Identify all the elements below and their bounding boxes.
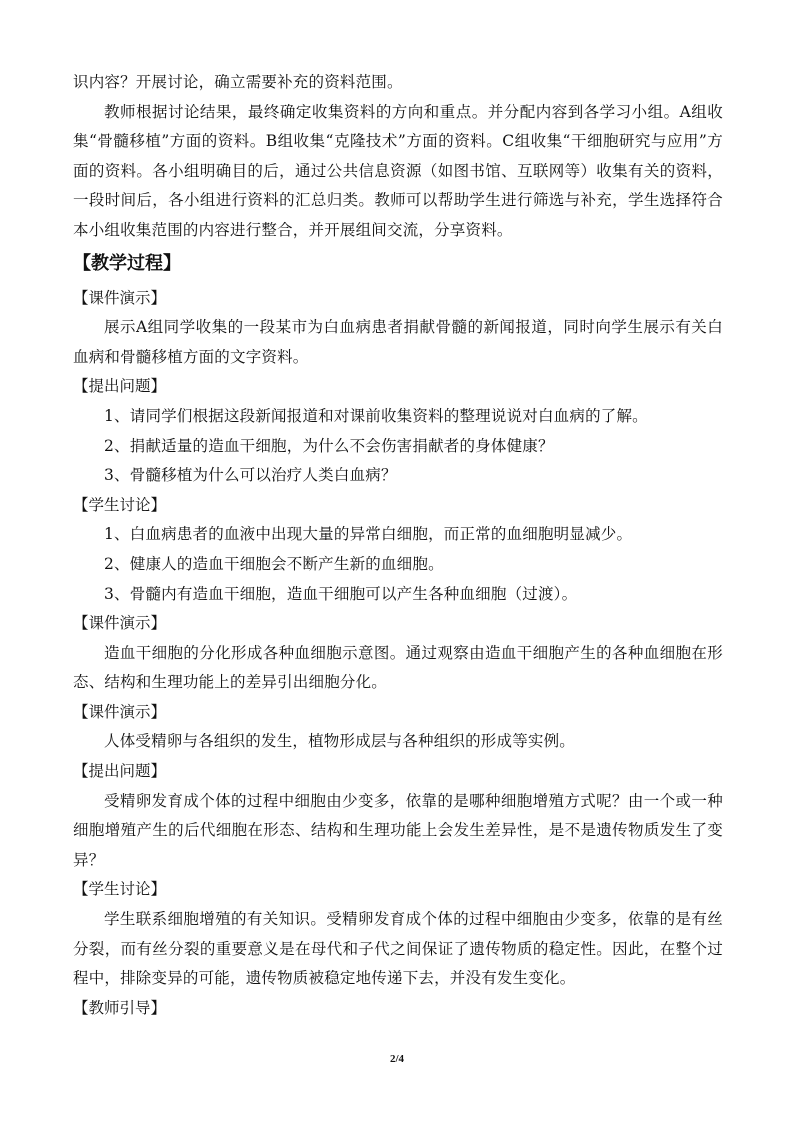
label-raise-questions: 【提出问题】: [73, 762, 167, 781]
discussion-item-2: 2、健康人的造血干细胞会不断产生新的血细胞。: [104, 554, 444, 573]
discussion-item-1: 1、白血病患者的血液中出现大量的异常白细胞，而正常的血细胞明显减少。: [104, 525, 633, 544]
page-number: 2/4: [389, 1053, 405, 1065]
document-body: [73, 68, 723, 1023]
label-student-discussion: 【学生讨论】: [73, 880, 167, 899]
question-item-2: 2、捐献适量的造血干细胞，为什么不会伤害捐献者的身体健康？: [104, 436, 554, 455]
paragraph-fertilized-egg-examples: 人体受精卵与各组织的发生，植物形成层与各种组织的形成等实例。: [104, 732, 576, 751]
paragraph-news-report: 展示A组同学收集的一段某市为白血病患者捐献骨髓的新闻报道，同时向学生展示有关白血病和骨髓移植方面的文字资料。: [73, 318, 723, 366]
label-student-discussion: 【学生讨论】: [73, 495, 167, 514]
paragraph-mitosis-discussion: 学生联系细胞增殖的有关知识。受精卵发育成个体的过程中细胞由少变多，依靠的是有丝分裂，而有丝分裂的重要意义是在母代和子代之间保证了遗传物质的稳定性。因此，在整个过程中，排除变异的可能，遗传物质被稳定地传递下去，并没有发生变化。: [73, 910, 723, 988]
question-item-3: 3、骨髓移植为什么可以治疗人类白血病？: [104, 466, 397, 485]
label-courseware-demo: 【课件演示】: [73, 702, 167, 721]
label-teacher-guidance: 【教师引导】: [73, 998, 167, 1017]
section-heading-teaching-process: 【教学过程】: [73, 252, 181, 274]
paragraph-stem-cell-diagram: 造血干细胞的分化形成各种血细胞示意图。通过观察由造血干细胞产生的各种血细胞在形态、结构和生理功能上的差异引出细胞分化。: [73, 643, 723, 692]
label-courseware-demo: 【课件演示】: [73, 614, 167, 633]
paragraph-material-collection: 教师根据讨论结果，最终确定收集资料的方向和重点。并分配内容到各学习小组。A组收集“骨髓移植”方面的资料。B组收集“克隆技术”方面的资料。C组收集“干细胞研究与应用”方面的资料。各小组明确目的后，通过公共信息资源（如图书馆、互联网等）收集有关的资料，一段时间后，各小组进行资料的汇总归类。教师可以帮助学生进行筛选与补充，学生选择符合本小组收集范围的内容进行整合，并开展组间交流，分享资料。: [73, 102, 723, 239]
discussion-item-3: 3、骨髓内有造血干细胞，造血干细胞可以产生各种血细胞（过渡）。: [104, 584, 578, 603]
label-courseware-demo: 【课件演示】: [73, 288, 167, 307]
label-raise-questions: 【提出问题】: [73, 377, 167, 396]
paragraph-cell-division-question: 受精卵发育成个体的过程中细胞由少变多，依靠的是哪种细胞增殖方式呢？由一个或一种细胞增殖产生的后代细胞在形态、结构和生理功能上会发生差异性，是不是遗传物质发生了变异？: [73, 791, 723, 869]
paragraph-intro-tail: 识内容？开展讨论，确立需要补充的资料范围。: [73, 73, 403, 91]
question-item-1: 1、请同学们根据这段新闻报道和对课前收集资料的整理说说对白血病的了解。: [104, 406, 648, 425]
